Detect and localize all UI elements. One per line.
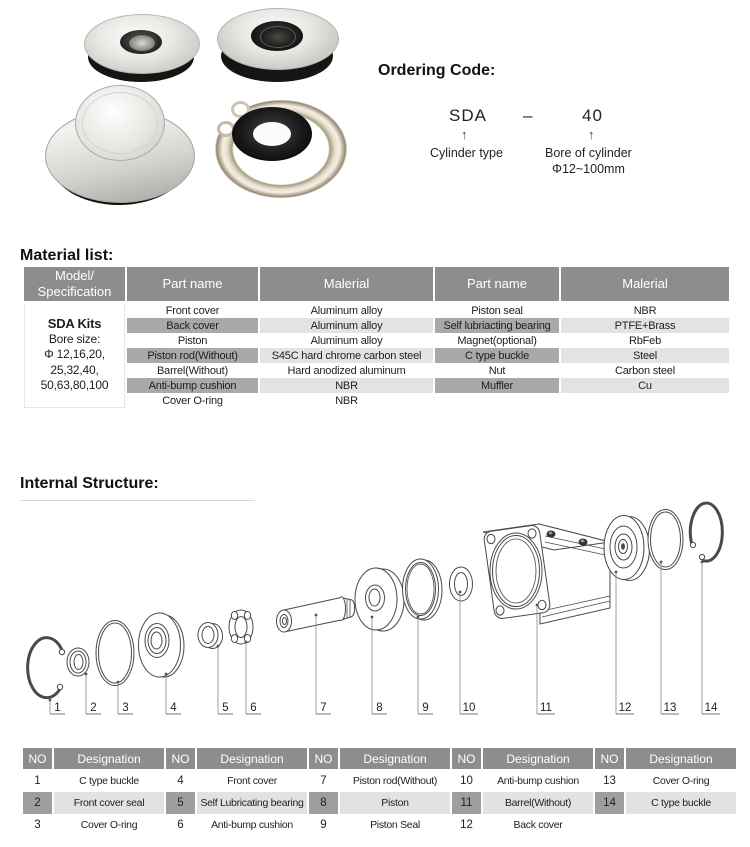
part-3-cover-o-ring xyxy=(96,621,134,686)
part-no-cell: 9 xyxy=(320,819,327,831)
part-designation-cell: Piston rod(Without) xyxy=(352,775,438,787)
part-no-cell: 7 xyxy=(320,775,327,787)
part-designation-cell: Barrel(Without) xyxy=(483,792,593,814)
material-cell: Cu xyxy=(561,378,729,393)
parts-table-body xyxy=(23,770,736,836)
part-14-c-type-buckle xyxy=(690,503,722,561)
material-cell: NBR xyxy=(633,304,657,317)
product-photo xyxy=(40,5,370,217)
no-header: NO xyxy=(166,748,195,770)
parts-table xyxy=(21,748,738,836)
no-header: NO xyxy=(452,748,481,770)
material-row xyxy=(24,333,729,348)
svg-text:11: 11 xyxy=(540,702,552,714)
material-cell: RbFeb xyxy=(628,334,662,347)
model-spec-line: 50,63,80,100 xyxy=(40,378,109,393)
part-designation-cell: Piston xyxy=(340,792,450,814)
part-designation-cell: Cover O-ring xyxy=(652,775,710,787)
part-name-cell: Piston rod(Without) xyxy=(127,348,258,363)
material-row xyxy=(24,303,729,318)
part-name-cell: Back cover xyxy=(127,318,258,333)
model-header-line1: Model/ xyxy=(54,267,95,283)
part-name-cell: Anti-bump cushion xyxy=(127,378,258,393)
front-cover-threaded-hole xyxy=(128,34,156,52)
material-cell: Aluminum alloy xyxy=(260,318,433,333)
front-cover-photo xyxy=(84,14,198,84)
parts-row xyxy=(23,770,736,792)
part-12-back-cover xyxy=(604,516,650,581)
ordering-code-title: Ordering Code: xyxy=(378,62,496,79)
piston-cap xyxy=(75,85,165,161)
part-no-cell: 4 xyxy=(177,775,184,787)
designation-header: Designation xyxy=(626,748,736,770)
part-designation-cell: C type buckle xyxy=(79,775,139,787)
part-13-cover-o-ring xyxy=(648,510,683,570)
material-cell: Carbon steel xyxy=(615,364,675,377)
svg-text:9: 9 xyxy=(422,702,429,714)
svg-text:4: 4 xyxy=(170,702,177,714)
model-spec-line: Bore size: xyxy=(48,331,101,346)
part-name-cell: Nut xyxy=(488,364,506,377)
ordering-code-bore-value: 40 xyxy=(582,106,603,125)
material-cell: Aluminum alloy xyxy=(310,334,383,347)
svg-text:8: 8 xyxy=(376,702,383,714)
ordering-code-separator: – xyxy=(523,106,534,125)
part-6-anti-bump-cushion xyxy=(229,610,253,644)
part-label-5 xyxy=(217,645,233,714)
part-designation-cell: Anti-bump cushion xyxy=(497,775,579,787)
material-table-body xyxy=(24,303,729,408)
part-designation-cell: Front cover xyxy=(227,775,277,787)
part-label-12 xyxy=(615,571,634,714)
part-label-4 xyxy=(165,673,181,714)
svg-text:7: 7 xyxy=(320,702,327,714)
svg-text:13: 13 xyxy=(663,702,677,714)
material-cell: NBR xyxy=(335,394,358,407)
part-label-9 xyxy=(417,616,433,714)
material-row xyxy=(24,318,729,333)
material-cell xyxy=(561,393,729,408)
part-2-front-cover-seal xyxy=(67,648,89,676)
part-name-cell: Front cover xyxy=(165,304,220,317)
arrow-up-icon: ↑ xyxy=(588,127,595,142)
model-spec-line: SDA Kits xyxy=(47,316,102,332)
material-header-material-1: Malerial xyxy=(260,267,433,303)
material-cell: NBR xyxy=(260,378,433,393)
designation-header: Designation xyxy=(483,748,593,770)
svg-text:1: 1 xyxy=(54,702,61,714)
part-name-cell xyxy=(435,393,559,408)
part-9-piston-seal xyxy=(403,559,443,620)
no-header: NO xyxy=(309,748,338,770)
part-label-7 xyxy=(315,614,331,714)
no-header: NO xyxy=(595,748,624,770)
svg-text:14: 14 xyxy=(704,702,718,714)
material-table xyxy=(22,267,731,408)
part-designation-cell: Back cover xyxy=(513,819,563,831)
part-name-cell: Piston seal xyxy=(471,304,523,317)
part-4-front-cover xyxy=(139,613,185,677)
svg-text:3: 3 xyxy=(122,702,129,714)
svg-text:2: 2 xyxy=(90,702,97,714)
part-label-14 xyxy=(701,561,720,714)
part-no-cell: 13 xyxy=(603,775,616,787)
material-cell: Aluminum alloy xyxy=(310,304,383,317)
designation-header: Designation xyxy=(197,748,307,770)
part-11-barrel xyxy=(483,524,610,624)
part-name-cell: Barrel(Without) xyxy=(157,364,228,377)
material-list-title: Material list: xyxy=(20,247,114,264)
back-cover-photo xyxy=(217,8,337,84)
part-name-cell: Piston xyxy=(177,334,208,347)
material-header-part-name-1: Part name xyxy=(127,267,258,303)
part-name-cell: C type buckle xyxy=(435,348,559,363)
ordering-code-prefix: SDA xyxy=(449,106,487,125)
material-header-row xyxy=(24,267,729,303)
part-no-cell: 2 xyxy=(23,792,52,814)
designation-header: Designation xyxy=(54,748,164,770)
part-designation-cell: Anti-bump cushion xyxy=(211,819,293,831)
part-label-3 xyxy=(117,681,133,714)
cylinder-type-caption: Cylinder type xyxy=(430,146,503,160)
model-header-line2: Specification xyxy=(37,284,112,299)
part-name-cell: Muffler xyxy=(435,378,559,393)
part-label-2 xyxy=(85,673,101,714)
part-designation-cell: C type buckle xyxy=(626,792,736,814)
model-spec-line: 25,32,40, xyxy=(50,362,99,377)
part-designation-cell: Cover O-ring xyxy=(80,819,138,831)
exploded-view-diagram xyxy=(0,500,750,740)
back-cover-hole xyxy=(260,26,296,48)
no-header: NO xyxy=(23,748,52,770)
material-row xyxy=(24,363,729,378)
svg-text:12: 12 xyxy=(618,702,632,714)
part-no-cell: 6 xyxy=(177,819,184,831)
material-cell: Hard anodized aluminum xyxy=(287,364,406,377)
part-label-1 xyxy=(49,699,65,714)
material-cell: PTFE+Brass xyxy=(561,318,729,333)
material-cell: S45C hard chrome carbon steel xyxy=(260,348,433,363)
internal-structure-title: Internal Structure: xyxy=(20,475,159,492)
parts-header-row xyxy=(23,748,736,770)
bore-caption-line1: Bore of cylinder xyxy=(545,146,632,160)
part-no-cell: 11 xyxy=(452,792,481,814)
part-designation-cell: Self Lubricating bearing xyxy=(197,792,307,814)
part-no-cell: 12 xyxy=(460,819,473,831)
part-no-cell: 3 xyxy=(34,819,41,831)
part-no-cell: 8 xyxy=(309,792,338,814)
part-name-cell: Self lubriacting bearing xyxy=(435,318,559,333)
part-label-6 xyxy=(245,641,261,714)
part-no-cell: 10 xyxy=(460,775,473,787)
model-spec-cell xyxy=(24,303,125,408)
part-designation-cell: Front cover seal xyxy=(54,792,164,814)
part-designation-cell xyxy=(626,814,736,836)
arrow-up-icon: ↑ xyxy=(461,127,468,142)
parts-row xyxy=(23,814,736,836)
part-label-10 xyxy=(459,591,478,714)
part-name-cell: Cover O-ring xyxy=(162,394,223,407)
part-1-c-type-buckle xyxy=(28,638,65,698)
part-5-self-lubricating-bearing xyxy=(198,623,223,649)
part-no-cell: 14 xyxy=(595,792,624,814)
model-spec-line: Φ 12,16,20, xyxy=(44,347,105,362)
part-designation-cell: Piston Seal xyxy=(370,819,420,831)
designation-header: Designation xyxy=(340,748,450,770)
parts-row xyxy=(23,792,736,814)
part-10-anti-bump-cushion xyxy=(450,567,473,601)
material-header-model xyxy=(24,267,125,303)
part-8-piston xyxy=(355,568,404,631)
anti-bump-cushion-photo xyxy=(232,107,312,161)
part-label-13 xyxy=(660,561,679,714)
material-header-material-2: Malerial xyxy=(561,267,729,303)
material-row xyxy=(24,378,729,393)
material-header-part-name-2: Part name xyxy=(435,267,559,303)
material-cell: Steel xyxy=(561,348,729,363)
part-name-cell: Magnet(optional) xyxy=(457,334,537,347)
material-row xyxy=(24,393,729,408)
bore-caption-line2: Φ12~100mm xyxy=(552,162,625,176)
part-no-cell xyxy=(595,814,624,836)
svg-text:5: 5 xyxy=(222,702,229,714)
part-no-cell: 5 xyxy=(166,792,195,814)
svg-text:10: 10 xyxy=(462,702,476,714)
piston-photo xyxy=(45,85,193,207)
material-row xyxy=(24,348,729,363)
svg-text:6: 6 xyxy=(250,702,257,714)
part-no-cell: 1 xyxy=(34,775,41,787)
